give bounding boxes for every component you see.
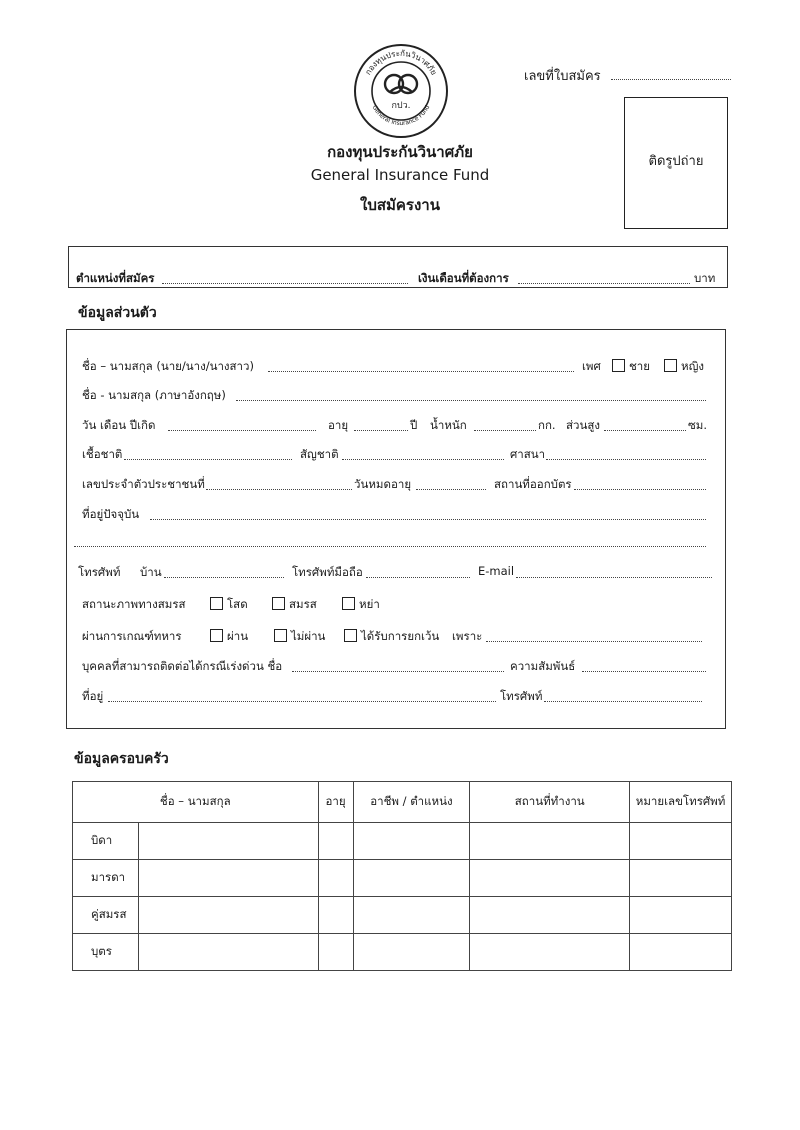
salary-field[interactable] [518, 283, 690, 284]
name-th-label: ชื่อ – นามสกุล (นาย/นาง/นางสาว) [82, 359, 254, 373]
table-cell[interactable] [353, 897, 470, 934]
family-heading: ข้อมูลครอบครัว [74, 751, 169, 767]
relationship-label: ความสัมพันธ์ [510, 659, 576, 673]
dob-label: วัน เดือน ปีเกิด [82, 418, 156, 432]
military-not-passed-option[interactable] [274, 628, 325, 646]
height-label: ส่วนสูง [566, 418, 600, 432]
gender-male-checkbox[interactable] [612, 359, 625, 372]
id-field[interactable] [206, 489, 352, 490]
home-phone-field[interactable] [164, 577, 284, 578]
col-header-age: อายุ [318, 782, 353, 823]
marital-divorced-checkbox[interactable] [342, 597, 355, 610]
military-exempt-option[interactable] [344, 628, 439, 646]
name-th-field[interactable] [268, 371, 574, 372]
table-cell[interactable] [630, 897, 732, 934]
nationality-field[interactable] [342, 459, 504, 460]
col-header-phone: หมายเลขโทรศัพท์ [630, 782, 732, 823]
military-passed-checkbox[interactable] [210, 629, 223, 642]
position-label: ตำแหน่งที่สมัคร [76, 271, 155, 285]
military-exempt-checkbox[interactable] [344, 629, 357, 642]
table-cell[interactable] [630, 934, 732, 971]
age-field[interactable] [354, 430, 408, 431]
emergency-phone-label: โทรศัพท์ [500, 689, 543, 703]
military-not-passed-label: ไม่ผ่าน [291, 629, 326, 643]
table-cell[interactable] [470, 934, 630, 971]
title-th: กองทุนประกันวินาศภัย [327, 143, 473, 161]
table-cell[interactable] [138, 934, 318, 971]
table-cell[interactable] [353, 823, 470, 860]
table-cell[interactable] [630, 823, 732, 860]
email-label: E-mail [478, 564, 515, 578]
marital-divorced-label: หย่า [359, 597, 380, 611]
weight-field[interactable] [474, 430, 536, 431]
table-cell[interactable] [138, 897, 318, 934]
table-cell[interactable] [138, 860, 318, 897]
because-label: เพราะ [452, 629, 483, 643]
emergency-phone-field[interactable] [544, 701, 702, 702]
address-label: ที่อยู่ปัจจุบัน [82, 507, 140, 521]
gender-male-label: ชาย [629, 359, 651, 373]
marital-divorced-option[interactable] [342, 596, 380, 614]
table-row [73, 897, 732, 934]
family-table-header [73, 782, 732, 823]
table-cell[interactable] [470, 897, 630, 934]
name-en-field[interactable] [236, 400, 706, 401]
table-cell[interactable] [353, 934, 470, 971]
home-label: บ้าน [140, 565, 162, 579]
military-passed-option[interactable] [210, 628, 248, 646]
col-header-occupation: อาชีพ / ตำแหน่ง [353, 782, 470, 823]
table-cell[interactable] [470, 860, 630, 897]
emergency-label: บุคคลที่สามารถติดต่อได้กรณีเร่งด่วน ชื่อ [82, 659, 283, 673]
mobile-field[interactable] [366, 577, 470, 578]
salary-label: เงินเดือนที่ต้องการ [418, 271, 509, 285]
expiry-field[interactable] [416, 489, 486, 490]
row-label-child: บุตร [73, 934, 139, 971]
expiry-label: วันหมดอายุ [354, 477, 412, 491]
marital-single-label: โสด [227, 597, 248, 611]
marital-married-option[interactable] [272, 596, 317, 614]
address-field-line-2[interactable] [74, 546, 706, 547]
religion-field[interactable] [546, 459, 706, 460]
gender-female-option[interactable] [664, 358, 704, 376]
family-table [72, 781, 732, 971]
military-exempt-label: ได้รับการยกเว้น [361, 629, 440, 643]
marital-married-checkbox[interactable] [272, 597, 285, 610]
col-header-name: ชื่อ – นามสกุล [73, 782, 319, 823]
address-field[interactable] [150, 519, 706, 520]
logo-ring-text-en: General Insurance Fund [370, 104, 432, 128]
kg-unit: กก. [538, 418, 556, 432]
dob-field[interactable] [168, 430, 316, 431]
relationship-field[interactable] [582, 671, 706, 672]
table-cell[interactable] [318, 860, 353, 897]
age-label: อายุ [328, 418, 349, 432]
gender-male-option[interactable] [612, 358, 650, 376]
emergency-address-label: ที่อยู่ [82, 689, 104, 703]
table-cell[interactable] [470, 823, 630, 860]
table-cell[interactable] [353, 860, 470, 897]
years-unit: ปี [410, 418, 418, 432]
application-number [524, 65, 731, 86]
application-number-field[interactable] [611, 79, 731, 80]
row-label-father: บิดา [73, 823, 139, 860]
table-cell[interactable] [318, 897, 353, 934]
weight-label: น้ำหนัก [430, 418, 467, 432]
logo-ring-text: กองทุนประกันวินาศภัย [363, 48, 439, 77]
photo-box [624, 97, 728, 229]
issued-at-field[interactable] [574, 489, 706, 490]
ethnicity-field[interactable] [124, 459, 292, 460]
position-field[interactable] [162, 283, 408, 284]
military-label: ผ่านการเกณฑ์ทหาร [82, 629, 182, 643]
gender-label: เพศ [582, 359, 601, 373]
marital-single-checkbox[interactable] [210, 597, 223, 610]
row-label-mother: มารดา [73, 860, 139, 897]
name-en-label: ชื่อ - นามสกุล (ภาษาอังกฤษ) [82, 388, 226, 402]
cm-unit: ซม. [688, 418, 708, 432]
ethnicity-label: เชื้อชาติ [82, 447, 123, 461]
emergency-name-field[interactable] [292, 671, 504, 672]
because-field[interactable] [486, 641, 702, 642]
marital-label: สถานะภาพทางสมรส [82, 597, 186, 611]
table-row [73, 934, 732, 971]
religion-label: ศาสนา [510, 447, 546, 461]
table-row [73, 860, 732, 897]
height-field[interactable] [604, 430, 686, 431]
id-label: เลขประจำตัวประชาชนที่ [82, 477, 205, 491]
military-passed-label: ผ่าน [227, 629, 249, 643]
gender-female-label: หญิง [681, 359, 704, 373]
logo-center-text: กปว. [391, 101, 411, 111]
col-header-workplace: สถานที่ทำงาน [470, 782, 630, 823]
phone-label: โทรศัพท์ [78, 565, 121, 579]
photo-label: ติดรูปถ่าย [648, 154, 704, 169]
table-cell[interactable] [630, 860, 732, 897]
gender-female-checkbox[interactable] [664, 359, 677, 372]
emergency-address-field[interactable] [108, 701, 496, 702]
table-cell[interactable] [318, 823, 353, 860]
issued-at-label: สถานที่ออกบัตร [494, 477, 572, 491]
title-en: General Insurance Fund [310, 166, 490, 184]
marital-married-label: สมรส [289, 597, 317, 611]
table-cell[interactable] [318, 934, 353, 971]
military-not-passed-checkbox[interactable] [274, 629, 287, 642]
table-row [73, 823, 732, 860]
personal-heading: ข้อมูลส่วนตัว [78, 305, 157, 321]
currency-label: บาท [694, 271, 716, 285]
position-box [68, 246, 728, 288]
fund-logo [352, 42, 450, 140]
row-label-spouse: คู่สมรส [73, 897, 139, 934]
table-cell[interactable] [138, 823, 318, 860]
mobile-label: โทรศัพท์มือถือ [292, 565, 363, 579]
form-title: ใบสมัครงาน [360, 196, 440, 214]
application-number-label: เลขที่ใบสมัคร [524, 69, 601, 84]
email-field[interactable] [516, 577, 712, 578]
marital-single-option[interactable] [210, 596, 248, 614]
nationality-label: สัญชาติ [300, 447, 339, 461]
